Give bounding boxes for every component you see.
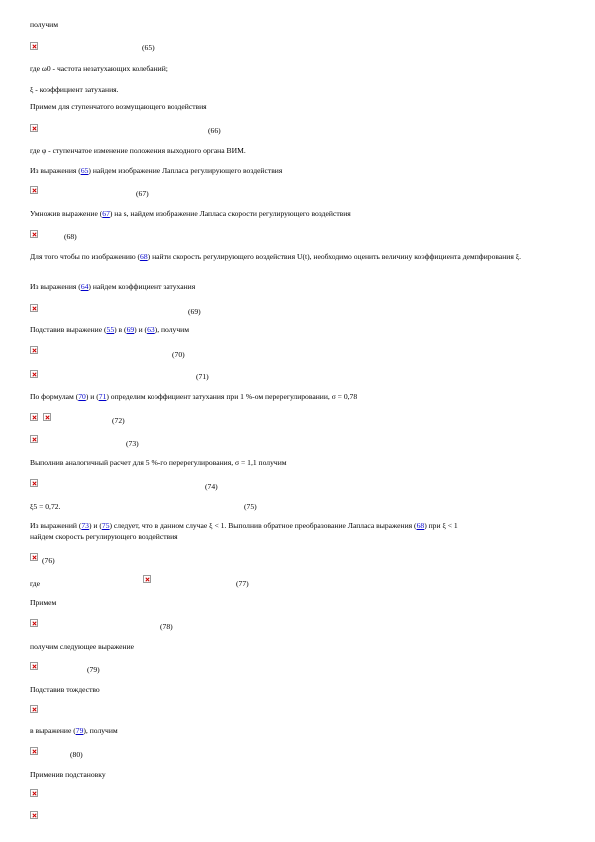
broken-image-icon [30, 662, 38, 670]
text-line: Подставив выражение (55) в (69) и (63), получим [30, 325, 190, 334]
text-paragraph: Для того чтобы по изображению (68) найти скорость регулирующего воздействия U(t), необходимо оценить величину коэффициента демпфирования ξ. [30, 252, 522, 261]
equation-link[interactable]: 65 [80, 166, 89, 175]
text-line: Из выражения (64) найдем коэффициент затухания [30, 282, 196, 291]
equation-link[interactable]: 79 [75, 726, 84, 735]
broken-image-icon [30, 42, 38, 50]
broken-image-icon [30, 186, 38, 194]
broken-image-icon [30, 230, 38, 238]
equation-link[interactable]: 71 [98, 392, 107, 401]
equation-link[interactable]: 70 [78, 392, 86, 401]
text-line: где ω0 - частота незатухающих колебаний; [30, 64, 168, 73]
text-line: в выражение (79), получим [30, 726, 118, 735]
equation-number: (72) [112, 416, 125, 425]
text-line: Подставив тождество [30, 685, 100, 694]
equation-number: (75) [244, 502, 257, 511]
equation-link[interactable]: 55 [106, 325, 115, 334]
equation-number: (78) [160, 622, 173, 631]
broken-image-icon [30, 124, 38, 132]
text-line: Примем [30, 598, 57, 607]
equation-number: (74) [205, 482, 218, 491]
broken-image-icon [30, 789, 38, 797]
broken-image-icon [30, 811, 38, 819]
equation-number: (73) [126, 439, 139, 448]
broken-image-icon [43, 413, 51, 421]
equation-link[interactable]: 63 [147, 325, 155, 334]
broken-image-icon [30, 346, 38, 354]
broken-image-icon [30, 619, 38, 627]
text-line: получим следующее выражение [30, 642, 135, 651]
text-line: По формулам (70) и (71) определим коэффициент затухания при 1 %-ом перерегулировании, σ = 0,78 [30, 392, 358, 401]
text-line: Примем для ступенчатого возмущающего воздействия [30, 102, 207, 111]
text-line: найдем скорость регулирующего воздействия [30, 532, 178, 541]
equation-number: (76) [42, 556, 55, 565]
text-line: ξ - коэффициент затухания. [30, 85, 119, 94]
equation-number: (66) [208, 126, 221, 135]
text-line: Из выражения (65) найдем изображение Лапласа регулирующего воздействия [30, 166, 283, 175]
equation-number: (77) [236, 579, 249, 588]
text-line: Выполнив аналогичный расчет для 5 %-го перерегулирования, σ = 1,1 получим [30, 458, 287, 467]
equation-link[interactable]: 64 [80, 282, 89, 291]
broken-image-icon [30, 304, 38, 312]
equation-link[interactable]: 69 [126, 325, 135, 334]
broken-image-icon [30, 705, 38, 713]
equation-number: (79) [87, 665, 100, 674]
equation-number: (67) [136, 189, 149, 198]
equation-link[interactable]: 73 [81, 521, 89, 530]
equation-number: (80) [70, 750, 83, 759]
broken-image-icon [30, 553, 38, 561]
equation-number: (70) [172, 350, 185, 359]
equation-link[interactable]: 67 [102, 209, 110, 218]
equation-link[interactable]: 75 [101, 521, 110, 530]
text-line: Применив подстановку [30, 770, 106, 779]
broken-image-icon [30, 435, 38, 443]
broken-image-icon [30, 370, 38, 378]
broken-image-icon [30, 413, 38, 421]
text-line: Из выражений (73) и (75) следует, что в данном случае ξ < 1. Выполнив обратное преобразование Лапласа выражения (68) при ξ < 1 [30, 521, 458, 530]
broken-image-icon [30, 479, 38, 487]
equation-number: (65) [142, 43, 155, 52]
equation-number: (69) [188, 307, 201, 316]
text-line: ξ5 = 0,72. [30, 502, 61, 511]
text-line: Умножив выражение (67) на s, найдем изображение Лапласа скорости регулирующего воздействия [30, 209, 351, 218]
equation-link[interactable]: 68 [140, 252, 148, 261]
equation-link[interactable]: 68 [416, 521, 425, 530]
equation-number: (71) [196, 372, 209, 381]
equation-number: (68) [64, 232, 77, 241]
text-line: где φ - ступенчатое изменение положения выходного органа ВИМ. [30, 146, 246, 155]
broken-image-icon [143, 575, 151, 583]
text-line: получим [30, 20, 59, 29]
broken-image-icon [30, 747, 38, 755]
text-line: где [30, 579, 40, 588]
